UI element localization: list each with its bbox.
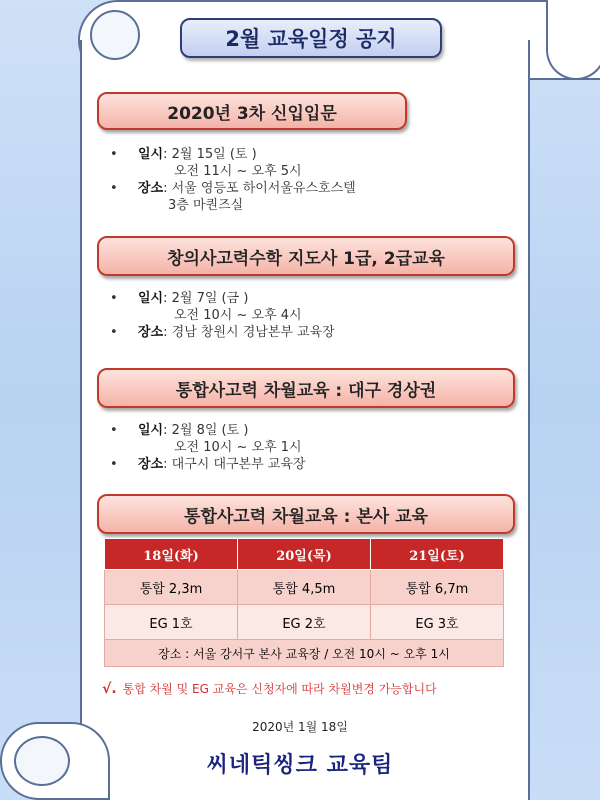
date-value: : 2월 8일 (토 ) [163, 423, 249, 438]
table-row [105, 640, 504, 667]
place-key: 장소 [138, 181, 164, 196]
time-value: 오전 10시 ~ 오후 4시 [174, 308, 302, 323]
section-heading-1: 2020년 3차 신입입문 [97, 92, 407, 130]
table-header: 20일(목) [237, 539, 370, 570]
place-value: : 경남 창원시 경남본부 교육장 [163, 325, 335, 340]
table-header: 18일(화) [105, 539, 238, 570]
notice-text: 통합 차월 및 EG 교육은 신청자에 따라 차월변경 가능합니다 [122, 682, 437, 696]
schedule-table [104, 538, 504, 667]
bullet-icon: • [110, 423, 118, 438]
section-info-1 [110, 146, 356, 214]
bullet-icon: • [110, 457, 118, 472]
check-icon: √. [102, 681, 117, 697]
table-row [105, 570, 504, 605]
section-heading-2: 창의사고력수학 지도사 1급, 2급교육 [97, 236, 515, 276]
notice-note [102, 680, 437, 697]
place-key: 장소 [138, 457, 164, 472]
section-info-3 [110, 422, 305, 473]
table-cell: EG 1호 [105, 605, 238, 640]
section-info-2 [110, 290, 335, 341]
table-cell: EG 3호 [370, 605, 503, 640]
bullet-icon: • [110, 325, 118, 340]
date-key: 일시 [138, 147, 164, 162]
notice-date: 2020년 1월 18일 [252, 720, 348, 734]
date-value: : 2월 15일 (토 ) [163, 147, 257, 162]
table-row [105, 605, 504, 640]
table-footer: 장소 : 서울 강서구 본사 교육장 / 오전 10시 ~ 오후 1시 [105, 640, 504, 667]
place-value: : 대구시 대구본부 교육장 [163, 457, 306, 472]
page-title: 2월 교육일정 공지 [180, 18, 442, 58]
date-value: : 2월 7일 (금 ) [163, 291, 249, 306]
bullet-icon: • [110, 147, 118, 162]
scroll-curl-top [90, 10, 140, 60]
table-cell: EG 2호 [237, 605, 370, 640]
place-value-2: 3층 마퀀즈실 [168, 198, 244, 213]
bullet-icon: • [110, 181, 118, 196]
table-header: 21일(토) [370, 539, 503, 570]
section-heading-3: 통합사고력 차월교육 : 대구 경상권 [97, 368, 515, 408]
team-signature: 씨네틱씽크 교육팀 [206, 753, 394, 778]
time-value: 오전 11시 ~ 오후 5시 [174, 164, 302, 179]
table-cell: 통합 6,7m [370, 570, 503, 605]
section-heading-4: 통합사고력 차월교육 : 본사 교육 [97, 494, 515, 534]
date-key: 일시 [138, 291, 164, 306]
time-value: 오전 10시 ~ 오후 1시 [174, 440, 302, 455]
scroll-curl-right [546, 0, 600, 80]
bullet-icon: • [110, 291, 118, 306]
date-key: 일시 [138, 423, 164, 438]
table-cell: 통합 2,3m [105, 570, 238, 605]
place-value: : 서울 영등포 하이서울유스호스텔 [163, 181, 356, 196]
place-key: 장소 [138, 325, 164, 340]
table-cell: 통합 4,5m [237, 570, 370, 605]
